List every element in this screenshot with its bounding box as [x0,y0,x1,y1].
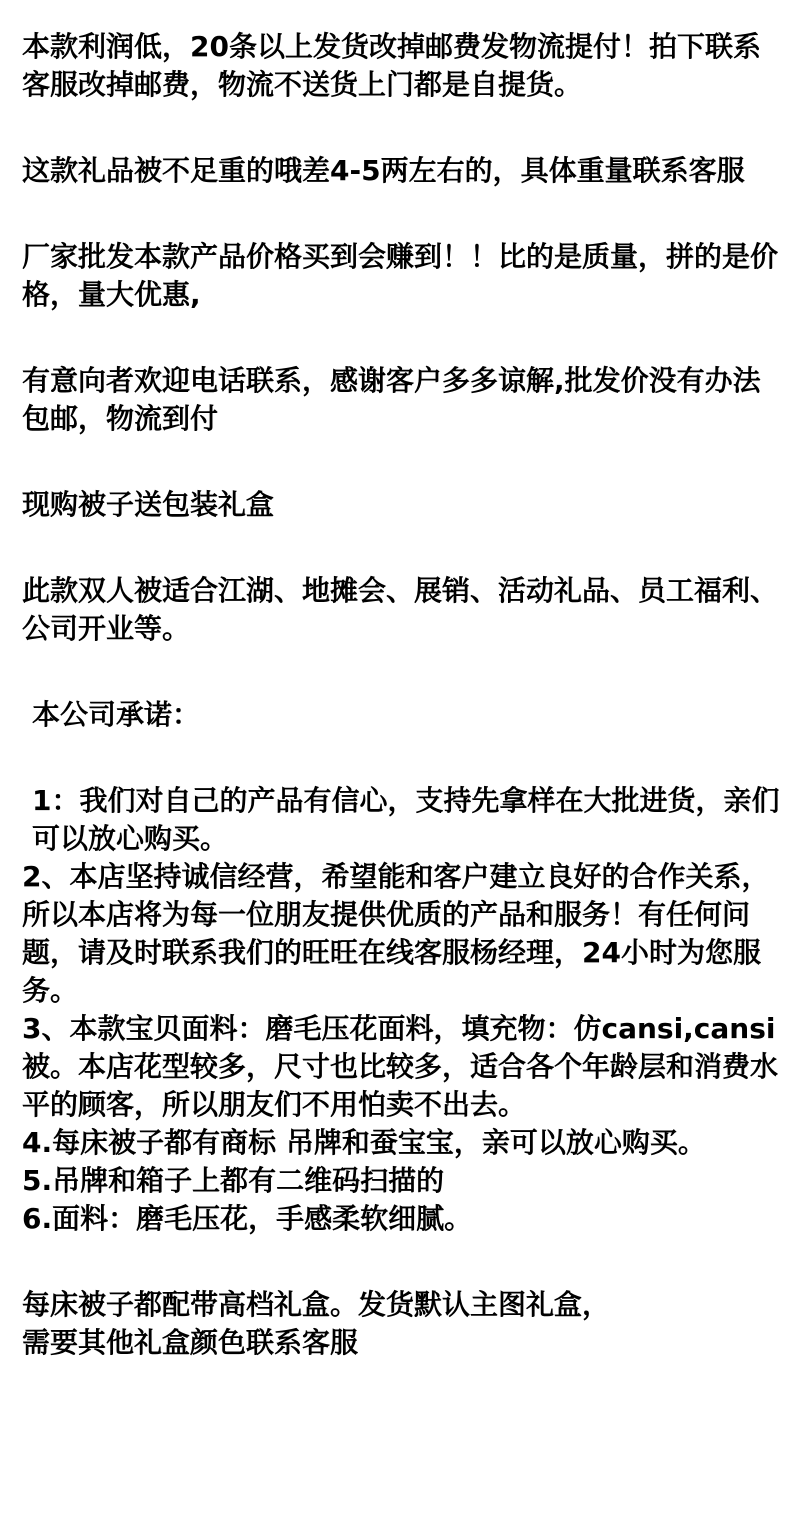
gift-box-note: 现购被子送包装礼盒 [22,488,275,521]
contact-note: 有意向者欢迎电话联系，感谢客户多多谅解,批发价没有办法包邮，物流到付 [22,364,761,435]
closing-line-1: 每床被子都配带高档礼盒。发货默认主图礼盒， [22,1288,611,1321]
promise-list [22,782,784,1238]
weight-note: 这款礼品被不足重的哦差4-5两左右的，具体重量联系客服 [22,154,745,187]
list-item: 5.吊牌和箱子上都有二维码扫描的 [22,1164,445,1197]
list-item: 6.面料：磨毛压花，手感柔软细腻。 [22,1202,473,1235]
list-item: 1：我们对自己的产品有信心，支持先拿样在大批进货，亲们可以放心购买。 [32,784,780,855]
closing-note [22,1286,784,1362]
shipping-note: 本款利润低，20条以上发货改掉邮费发物流提付！拍下联系客服改掉邮费，物流不送货上门都是自提货。 [22,30,761,101]
usage-note: 此款双人被适合江湖、地摊会、展销、活动礼品、员工福利、公司开业等。 [22,574,779,645]
wholesale-note: 厂家批发本款产品价格买到会赚到！！比的是质量，拼的是价格，量大优惠, [22,240,779,311]
list-item: 4.每床被子都有商标 吊牌和蚕宝宝，亲可以放心购买。 [22,1126,706,1159]
list-item: 3、本款宝贝面料：磨毛压花面料，填充物：仿cansi,cansi被。本店花型较多，尺寸也比较多，适合各个年龄层和消费水平的顾客，所以朋友们不用怕卖不出去。 [22,1012,779,1121]
list-item: 2、本店坚持诚信经营，希望能和客户建立良好的合作关系，所以本店将为每一位朋友提供优质的产品和服务！有任何问题，请及时联系我们的旺旺在线客服杨经理，24小时为您服务。 [22,860,770,1007]
product-description [22,28,784,1362]
closing-line-2: 需要其他礼盒颜色联系客服 [22,1326,359,1359]
promise-heading: 本公司承诺： [32,698,201,731]
